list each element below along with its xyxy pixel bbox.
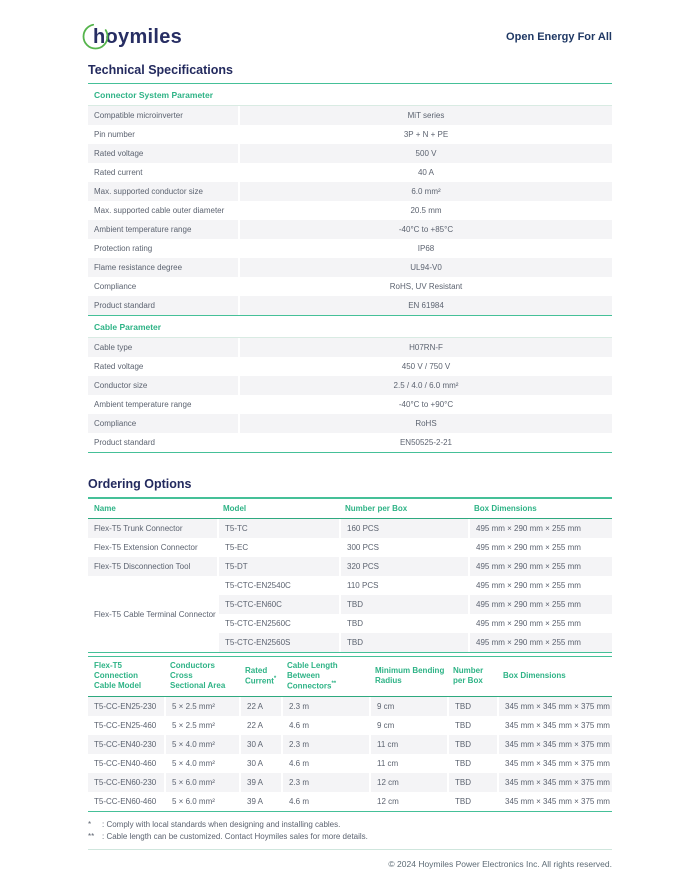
cell-dims: 495 mm × 290 mm × 255 mm [468, 614, 612, 633]
cell-name: Flex-T5 Disconnection Tool [88, 557, 217, 576]
spec-row [88, 414, 612, 433]
table-row [88, 735, 612, 754]
spec-row [88, 296, 612, 315]
column-header: Box Dimensions [468, 499, 612, 519]
cell: T5-CC-EN40-460 [94, 758, 157, 768]
table-row [88, 538, 612, 557]
ordering-table1-header-row [88, 499, 612, 519]
cell-dims: 495 mm × 290 mm × 255 mm [468, 538, 612, 557]
cell: 5 × 4.0 mm² [164, 754, 239, 773]
column-header: Cable Length Between Connectors** [281, 657, 369, 697]
cell-dims: 495 mm × 290 mm × 255 mm [468, 595, 612, 614]
spec-section-heading: Cable Parameter [88, 316, 612, 338]
cell: 2.3 m [281, 735, 369, 754]
cell-qty: TBD [339, 595, 468, 614]
cell-name: Flex-T5 Extension Connector [94, 543, 198, 552]
spec-label: Rated current [94, 168, 143, 177]
spec-value: EN50525-2-21 [238, 433, 612, 452]
cell-qty: 320 PCS [339, 557, 468, 576]
cell: 9 cm [369, 697, 447, 716]
spec-row [88, 357, 612, 376]
footnote [88, 819, 612, 831]
brand-tagline: Open Energy For All [506, 31, 612, 43]
cell: T5-CC-EN60-460 [94, 796, 157, 806]
cell: 5 × 2.5 mm² [164, 716, 239, 735]
column-header: Flex-T5 Connection Cable Model [88, 657, 164, 697]
cell-model: T5-CTC-EN60C [217, 595, 339, 614]
footnote-text: : Comply with local standards when designing and installing cables. [102, 819, 341, 829]
spec-label: Flame resistance degree [88, 258, 238, 277]
cell: 345 mm × 345 mm × 375 mm [497, 697, 612, 716]
cell-qty: TBD [339, 633, 468, 652]
cell-dims: 495 mm × 290 mm × 255 mm [468, 576, 612, 595]
spec-label: Compatible microinverter [88, 106, 238, 125]
cell: 345 mm × 345 mm × 375 mm [497, 754, 612, 773]
table-row [88, 773, 612, 792]
footnotes [88, 819, 612, 844]
footnote-text: : Cable length can be customized. Contact Hoymiles sales for more details. [102, 832, 368, 842]
column-header: Box Dimensions [497, 657, 612, 697]
cell: T5-CC-EN40-230 [88, 735, 164, 754]
footnote-mark: * [273, 676, 277, 682]
spec-row [88, 201, 612, 220]
cell-model: T5-EC [217, 538, 339, 557]
column-header: Name [88, 499, 217, 519]
cell: 4.6 m [281, 716, 369, 735]
cell: 345 mm × 345 mm × 375 mm [497, 716, 612, 735]
cell-qty: TBD [339, 614, 468, 633]
spec-sections [88, 84, 612, 453]
cell-model: T5-CTC-EN2560C [217, 614, 339, 633]
cell: 2.3 m [281, 697, 369, 716]
spec-value: RoHS [238, 414, 612, 433]
cell: 39 A [239, 792, 281, 811]
spec-section-heading: Connector System Parameter [88, 84, 612, 106]
copyright-text: © 2024 Hoymiles Power Electronics Inc. All rights reserved. [388, 859, 612, 869]
cell: T5-CC-EN25-460 [94, 720, 157, 730]
footnote-mark: ** [331, 681, 337, 687]
spec-value: 500 V [238, 144, 612, 163]
spec-label: Product standard [88, 296, 238, 315]
spec-row [88, 395, 612, 414]
cell: 345 mm × 345 mm × 375 mm [497, 773, 612, 792]
logo-arc-icon [82, 23, 109, 50]
cell: 30 A [239, 754, 281, 773]
cell-qty: 110 PCS [339, 576, 468, 595]
cell: TBD [447, 754, 497, 773]
cell: 5 × 6.0 mm² [164, 773, 239, 792]
cell: T5-CC-EN25-230 [88, 697, 164, 716]
spec-row [88, 125, 612, 144]
ordering-table-connectors [88, 498, 612, 653]
spec-label: Ambient temperature range [88, 220, 238, 239]
cell: 2.3 m [281, 773, 369, 792]
column-header: Number per Box [447, 657, 497, 697]
spec-value: 6.0 mm² [238, 182, 612, 201]
ordering-table2-header-row [88, 657, 612, 697]
footnote [88, 831, 612, 843]
cell-dims: 495 mm × 290 mm × 255 mm [468, 557, 612, 576]
spec-section [88, 316, 612, 453]
ordering-table-cables [88, 656, 612, 812]
cell-dims: 495 mm × 290 mm × 255 mm [468, 519, 612, 538]
cell-name: Flex-T5 Cable Terminal Connector [88, 576, 217, 652]
table-row [88, 697, 612, 716]
spec-value: -40°C to +90°C [238, 395, 612, 414]
spec-label: Compliance [88, 414, 238, 433]
spec-value: 450 V / 750 V [238, 357, 612, 376]
spec-value: MiT series [238, 106, 612, 125]
cell: 12 cm [369, 792, 447, 811]
cell-qty: 160 PCS [339, 519, 468, 538]
cell: TBD [447, 773, 497, 792]
spec-label: Max. supported conductor size [88, 182, 238, 201]
cell: 11 cm [369, 754, 447, 773]
logo-text: hoymiles [93, 25, 183, 48]
spec-row [88, 258, 612, 277]
cell: 11 cm [369, 735, 447, 754]
column-header: Minimum Bending Radius [369, 657, 447, 697]
spec-label: Pin number [94, 130, 135, 139]
spec-row [88, 220, 612, 239]
spec-row [88, 182, 612, 201]
column-header: Conductors Cross Sectional Area [164, 657, 239, 697]
spec-value: -40°C to +85°C [238, 220, 612, 239]
page-content [88, 0, 612, 869]
cell: 30 A [239, 735, 281, 754]
tech-specs-title: Technical Specifications [88, 63, 612, 84]
spec-label: Compliance [94, 282, 137, 291]
cell: 22 A [239, 716, 281, 735]
cell-dims: 495 mm × 290 mm × 255 mm [468, 633, 612, 652]
spec-value: 20.5 mm [238, 201, 612, 220]
table-row [88, 716, 612, 735]
cell-qty: 300 PCS [339, 538, 468, 557]
spec-value: IP68 [238, 239, 612, 258]
cell: 345 mm × 345 mm × 375 mm [497, 735, 612, 754]
spec-value: 2.5 / 4.0 / 6.0 mm² [238, 376, 612, 395]
spec-label: Max. supported cable outer diameter [94, 206, 225, 215]
page-header [88, 22, 612, 52]
cell: 9 cm [369, 716, 447, 735]
spec-row [88, 338, 612, 357]
spec-label: Rated voltage [88, 144, 238, 163]
spec-row [88, 277, 612, 296]
cell: TBD [447, 735, 497, 754]
table-row [88, 754, 612, 773]
cell: 22 A [239, 697, 281, 716]
column-header: Rated Current* [239, 657, 281, 697]
ordering-options-title: Ordering Options [88, 477, 612, 498]
cell-model: T5-TC [217, 519, 339, 538]
spec-row [88, 163, 612, 182]
cell: 345 mm × 345 mm × 375 mm [497, 792, 612, 811]
cell: TBD [447, 792, 497, 811]
hoymiles-logo [88, 26, 182, 49]
cell: 4.6 m [281, 754, 369, 773]
spec-label: Product standard [94, 438, 155, 447]
spec-label: Ambient temperature range [94, 400, 192, 409]
footer-divider [88, 849, 612, 850]
cell-model: T5-CTC-EN2560S [217, 633, 339, 652]
table-row [88, 519, 612, 538]
spec-value: UL94-V0 [238, 258, 612, 277]
footnote-marker: * [88, 819, 92, 829]
table-row [88, 557, 612, 576]
table-row [88, 576, 612, 595]
cell: 5 × 6.0 mm² [164, 792, 239, 811]
cell: 4.6 m [281, 792, 369, 811]
spec-row [88, 144, 612, 163]
spec-row [88, 376, 612, 395]
cell: 5 × 4.0 mm² [164, 735, 239, 754]
column-header: Number per Box [339, 499, 468, 519]
spec-label: Conductor size [88, 376, 238, 395]
spec-row [88, 106, 612, 125]
spec-value: RoHS, UV Resistant [238, 277, 612, 296]
cell-model: T5-DT [217, 557, 339, 576]
spec-value: H07RN-F [238, 338, 612, 357]
column-header: Model [217, 499, 339, 519]
cell-name: Flex-T5 Trunk Connector [88, 519, 217, 538]
spec-value: 3P + N + PE [238, 125, 612, 144]
table-row [88, 792, 612, 811]
spec-label: Cable type [88, 338, 238, 357]
cell-model: T5-CTC-EN2540C [217, 576, 339, 595]
spec-label: Protection rating [94, 244, 153, 253]
spec-label: Rated voltage [94, 362, 144, 371]
cell: T5-CC-EN60-230 [88, 773, 164, 792]
spec-row [88, 433, 612, 452]
cell: 39 A [239, 773, 281, 792]
spec-section [88, 84, 612, 316]
cell: 5 × 2.5 mm² [164, 697, 239, 716]
cell: TBD [447, 716, 497, 735]
spec-value: EN 61984 [238, 296, 612, 315]
spec-value: 40 A [238, 163, 612, 182]
cell: 12 cm [369, 773, 447, 792]
spec-row [88, 239, 612, 258]
footnote-marker: ** [88, 832, 95, 842]
cell: TBD [447, 697, 497, 716]
